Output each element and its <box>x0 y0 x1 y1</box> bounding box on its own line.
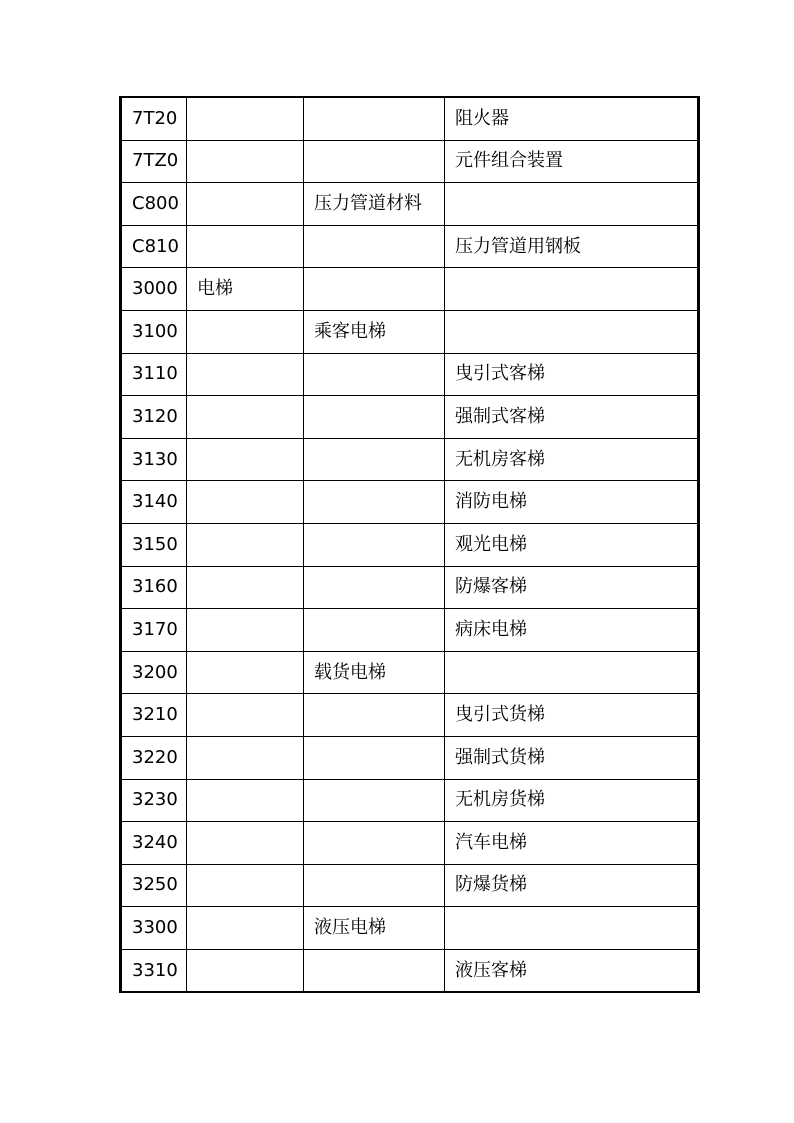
table-row <box>121 481 699 524</box>
variety-cell: 元件组合装置 <box>445 140 699 183</box>
table-body <box>121 97 699 992</box>
type-cell <box>304 694 445 737</box>
variety-cell: 病床电梯 <box>445 609 699 652</box>
table-row <box>121 523 699 566</box>
table-row <box>121 310 699 353</box>
variety-cell: 曳引式货梯 <box>445 694 699 737</box>
code-cell: 3250 <box>121 864 187 907</box>
type-cell <box>304 225 445 268</box>
code-cell: 3240 <box>121 822 187 865</box>
type-cell <box>304 779 445 822</box>
table-row <box>121 864 699 907</box>
type-cell <box>304 566 445 609</box>
category-cell <box>187 310 304 353</box>
category-cell <box>187 566 304 609</box>
type-cell <box>304 396 445 439</box>
variety-cell <box>445 268 699 311</box>
code-cell: 3100 <box>121 310 187 353</box>
category-cell <box>187 822 304 865</box>
type-cell: 载货电梯 <box>304 651 445 694</box>
equipment-code-table <box>119 96 700 993</box>
table-row <box>121 822 699 865</box>
variety-cell: 强制式客梯 <box>445 396 699 439</box>
type-cell: 液压电梯 <box>304 907 445 950</box>
category-cell <box>187 736 304 779</box>
category-cell <box>187 651 304 694</box>
category-cell <box>187 396 304 439</box>
category-cell <box>187 523 304 566</box>
code-cell: 3120 <box>121 396 187 439</box>
type-cell <box>304 438 445 481</box>
category-cell <box>187 438 304 481</box>
code-cell: 3160 <box>121 566 187 609</box>
table-row <box>121 949 699 992</box>
category-cell: 电梯 <box>187 268 304 311</box>
table-row <box>121 97 699 140</box>
variety-cell: 汽车电梯 <box>445 822 699 865</box>
type-cell <box>304 97 445 140</box>
type-cell <box>304 140 445 183</box>
category-cell <box>187 907 304 950</box>
table-row <box>121 438 699 481</box>
code-cell: 3110 <box>121 353 187 396</box>
code-cell: 3150 <box>121 523 187 566</box>
variety-cell <box>445 651 699 694</box>
type-cell: 乘客电梯 <box>304 310 445 353</box>
variety-cell: 观光电梯 <box>445 523 699 566</box>
category-cell <box>187 353 304 396</box>
variety-cell: 曳引式客梯 <box>445 353 699 396</box>
code-cell: 3140 <box>121 481 187 524</box>
table-row <box>121 609 699 652</box>
variety-cell <box>445 183 699 226</box>
category-cell <box>187 140 304 183</box>
variety-cell: 防爆客梯 <box>445 566 699 609</box>
table-row <box>121 268 699 311</box>
category-cell <box>187 97 304 140</box>
category-cell <box>187 779 304 822</box>
table-row <box>121 140 699 183</box>
variety-cell: 液压客梯 <box>445 949 699 992</box>
variety-cell: 防爆货梯 <box>445 864 699 907</box>
table-row <box>121 736 699 779</box>
type-cell <box>304 949 445 992</box>
table-row <box>121 694 699 737</box>
type-cell <box>304 864 445 907</box>
table-row <box>121 779 699 822</box>
code-cell: 3210 <box>121 694 187 737</box>
variety-cell: 消防电梯 <box>445 481 699 524</box>
code-cell: 3220 <box>121 736 187 779</box>
type-cell <box>304 822 445 865</box>
variety-cell: 压力管道用钢板 <box>445 225 699 268</box>
equipment-code-table-container <box>119 96 700 993</box>
table-row <box>121 353 699 396</box>
type-cell <box>304 481 445 524</box>
category-cell <box>187 183 304 226</box>
type-cell <box>304 736 445 779</box>
variety-cell: 强制式货梯 <box>445 736 699 779</box>
code-cell: C810 <box>121 225 187 268</box>
type-cell <box>304 353 445 396</box>
code-cell: 3310 <box>121 949 187 992</box>
category-cell <box>187 225 304 268</box>
type-cell <box>304 609 445 652</box>
code-cell: 3170 <box>121 609 187 652</box>
code-cell: 3130 <box>121 438 187 481</box>
code-cell: C800 <box>121 183 187 226</box>
code-cell: 3200 <box>121 651 187 694</box>
category-cell <box>187 864 304 907</box>
table-row <box>121 907 699 950</box>
table-row <box>121 396 699 439</box>
category-cell <box>187 949 304 992</box>
table-row <box>121 651 699 694</box>
variety-cell: 阻火器 <box>445 97 699 140</box>
type-cell: 压力管道材料 <box>304 183 445 226</box>
code-cell: 3300 <box>121 907 187 950</box>
type-cell <box>304 268 445 311</box>
variety-cell: 无机房客梯 <box>445 438 699 481</box>
table-row <box>121 225 699 268</box>
type-cell <box>304 523 445 566</box>
variety-cell <box>445 907 699 950</box>
code-cell: 7TZ0 <box>121 140 187 183</box>
table-row <box>121 566 699 609</box>
variety-cell: 无机房货梯 <box>445 779 699 822</box>
code-cell: 7T20 <box>121 97 187 140</box>
code-cell: 3000 <box>121 268 187 311</box>
category-cell <box>187 481 304 524</box>
code-cell: 3230 <box>121 779 187 822</box>
variety-cell <box>445 310 699 353</box>
category-cell <box>187 609 304 652</box>
table-row <box>121 183 699 226</box>
category-cell <box>187 694 304 737</box>
